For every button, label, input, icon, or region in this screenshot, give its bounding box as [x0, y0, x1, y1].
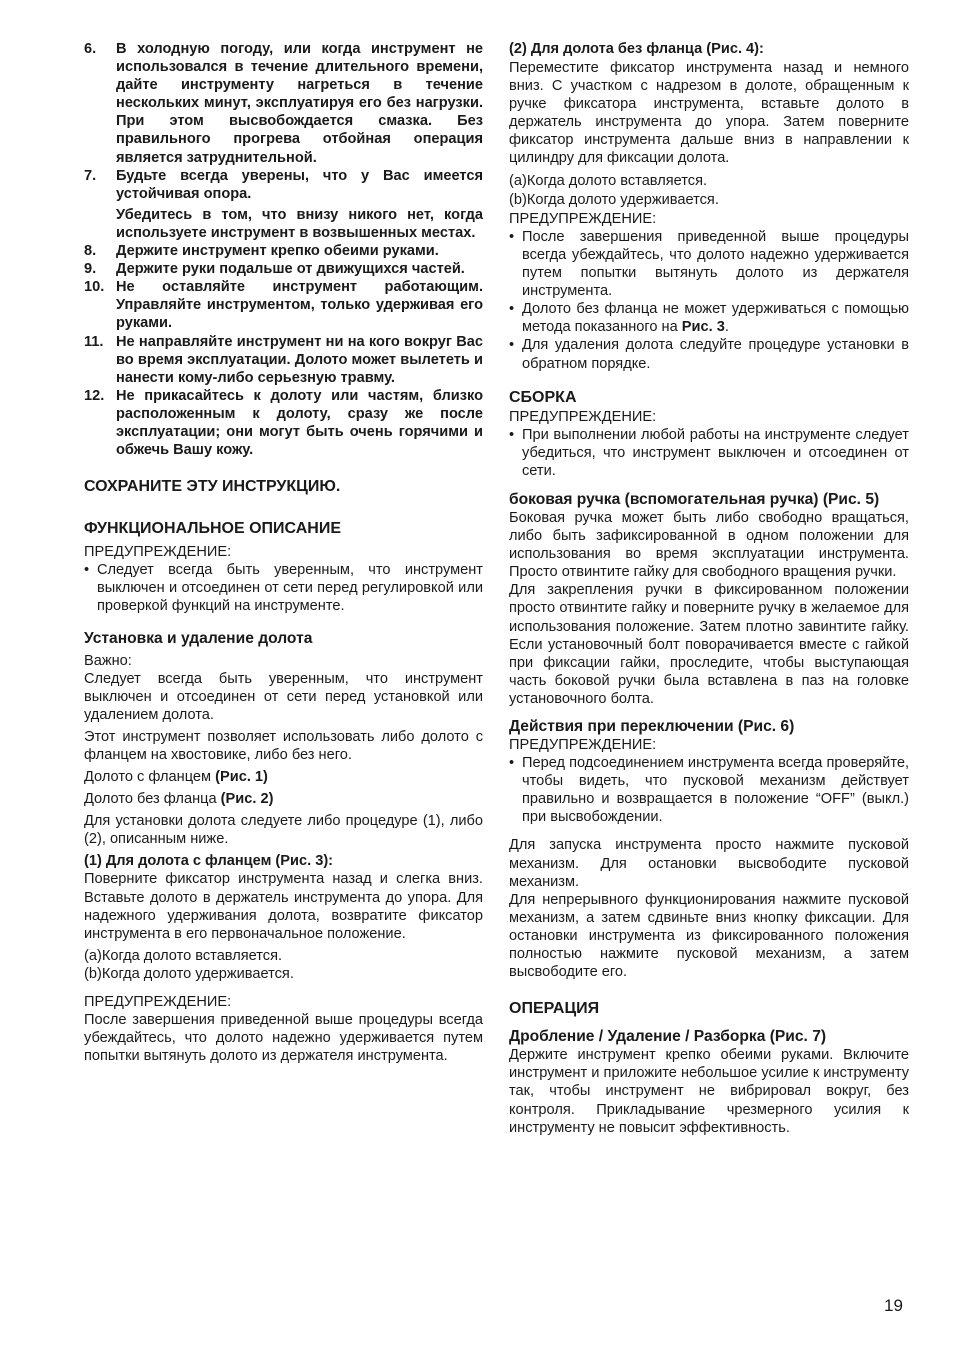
procedure-1-warning-text: После завершения приведенной выше процедуры всегда убеждайтесь, что долото надежно удерживается путем попытки вытянуть долото из держателя инструмента.: [84, 1012, 483, 1065]
bullet-icon: •: [509, 426, 515, 443]
bullet-icon: •: [509, 301, 515, 318]
side-handle-paragraph-1: Боковая ручка может быть либо свободно вращаться, либо быть зафиксированной в одном положении для использования во время эксплуатации инструмента. Просто отвинтите гайку для свободного вращения ручки.: [509, 509, 909, 581]
procedure-1-text: Поверните фиксатор инструмента назад и слегка вниз. Вставьте долото в держатель инструмента до упора. Для надежного удерживания долота, возвратите фиксатор инструмента в его первоначальное положение.: [84, 871, 483, 942]
procedure-1-heading: (1) Для долота с фланцем (Рис. 3):: [84, 853, 334, 870]
switch-action-heading: Действия при переключении (Рис. 6): [509, 718, 795, 735]
switch-paragraph-2: Для непрерывного функционирования нажмите пусковой механизм, а затем сдвиньте вниз кнопку фиксации. Для остановки инструмента из фиксированного положения полностью нажмите пусковой механизм, а затем высвободите его.: [509, 891, 909, 981]
bullet-icon: •: [509, 337, 515, 354]
functional-description-heading: ФУНКЦИОНАЛЬНОЕ ОПИСАНИЕ: [84, 520, 341, 538]
func-warning-bullet: • Следует всегда быть уверенным, что инструмент выключен и отсоединен от сети перед регулировкой или проверкой функций на инструменте.: [84, 562, 483, 615]
bullet-icon: •: [84, 562, 90, 579]
safety-item-7: 7. Будьте всегда уверены, что у Вас имеется устойчивая опора.: [84, 167, 483, 202]
save-instructions-heading: СОХРАНИТЕ ЭТУ ИНСТРУКЦИЮ.: [84, 478, 341, 496]
procedure-2-a: (a)Когда долото вставляется.: [509, 172, 708, 189]
chiseling-heading: Дробление / Удаление / Разборка (Рис. 7): [509, 1028, 827, 1046]
procedure-2-bullet-3: • Для удаления долота следуйте процедуре установки в обратном порядке.: [509, 337, 909, 372]
procedure-2-bullet-2: • Долото без фланца не может удерживаться с помощью метода показанного на Рис. 3.: [509, 301, 909, 336]
bullet-icon: •: [509, 755, 515, 772]
procedure-1-b: (b)Когда долото удерживается.: [84, 965, 294, 982]
chiseling-text: Держите инструмент крепко обеими руками. Включите инструмент и приложите небольшое усилие к инструменту так, чтобы инструмент не вибрировал вокруг, без контроля. Прикладывание чрезмерного усилия к инструменту не повысит эффективность.: [509, 1047, 909, 1136]
procedure-2-text: Переместите фиксатор инструмента назад и немного вниз. С участком с надрезом в долоте, обращенным к ручке фиксатора инструмента, вставьте долото в держатель инструмента до упора. Затем поверните фиксатор инструмента дальше вниз в направлении к цилиндру для фиксации долота.: [509, 60, 909, 167]
left-column: [84, 40, 483, 1065]
important-label: Важно:: [84, 652, 132, 669]
install-heading: Установка и удаление долота: [84, 629, 313, 647]
safety-item-10: 10. Не оставляйте инструмент работающим. Управляйте инструментом, только удерживая его руками.: [84, 279, 483, 332]
procedure-2-bullet-1: • После завершения приведенной выше процедуры всегда убеждайтесь, что долото надежно удерживается путем попытки вытянуть долото из держателя инструмента.: [509, 228, 909, 300]
install-paragraph-3: Для установки долота следуете либо процедуре (1), либо (2), описанным ниже.: [84, 813, 483, 848]
install-paragraph-2: Этот инструмент позволяет использовать либо долото с фланцем на хвостовике, либо без него.: [84, 728, 483, 763]
side-handle-heading: боковая ручка (вспомогательная ручка) (Рис. 5): [509, 490, 880, 508]
switch-warning-bullet: • Перед подсоединением инструмента всегда проверяйте, чтобы видеть, что пусковой механизм действует правильно и возвращается в положение “OFF” (выкл.) при высвобождении.: [509, 755, 910, 826]
switch-paragraph-1: Для запуска инструмента просто нажмите пусковой механизм. Для остановки высвободите пусковой механизм.: [509, 837, 909, 890]
safety-item-8: 8. Держите инструмент крепко обеими руками.: [84, 243, 439, 260]
safety-item-7-extra: Убедитесь в том, что внизу никого нет, когда используете инструмент в возвышенных местах.: [116, 206, 483, 241]
flange-without-line: Долото без фланца (Рис. 2): [84, 791, 274, 808]
procedure-2-b: (b)Когда долото удерживается.: [509, 191, 719, 208]
install-paragraph-1: Следует всегда быть уверенным, что инструмент выключен и отсоединен от сети перед установкой или удалением долота.: [84, 670, 483, 723]
assembly-warning-label: ПРЕДУПРЕЖДЕНИЕ:: [509, 408, 657, 425]
procedure-1-warning-label: ПРЕДУПРЕЖДЕНИЕ:: [84, 994, 232, 1011]
safety-item-9: 9. Держите руки подальше от движущихся частей.: [84, 261, 465, 278]
flange-with-line: Долото с фланцем (Рис. 1): [84, 769, 268, 786]
bullet-icon: •: [509, 228, 515, 245]
assembly-warning-bullet: • При выполнении любой работы на инструменте следует убедиться, что инструмент выключен и отсоединен от сети.: [509, 426, 909, 479]
func-warning-label: ПРЕДУПРЕЖДЕНИЕ:: [84, 544, 232, 561]
page-number: 19: [884, 1296, 903, 1315]
procedure-1-a: (a)Когда долото вставляется.: [84, 947, 283, 964]
safety-item-11: 11. Не направляйте инструмент ни на кого вокруг Вас во время эксплуатации. Долото может вылететь и нанести кому-либо серьезную травму.: [84, 333, 483, 386]
procedure-2-warning-label: ПРЕДУПРЕЖДЕНИЕ:: [509, 210, 657, 227]
operation-heading: ОПЕРАЦИЯ: [509, 1000, 600, 1018]
side-handle-paragraph-2: Для закрепления ручки в фиксированном положении просто отвинтите гайку и поверните ручку в желаемое для использования положение. Затем плотно завинтите гайку. Если установочный болт поворачивается вместе с гайкой при фиксации гайки, проследите, чтобы выступающая часть боковой ручки была вставлена в паз на головке установочного болта.: [509, 582, 909, 707]
procedure-2-heading: (2) Для долота без фланца (Рис. 4):: [509, 41, 764, 57]
safety-item-12: 12. Не прикасайтесь к долоту или частям, близко расположенным к долоту, сразу же после эксплуатации; они могут быть очень горячими и обжечь Вашу кожу.: [84, 387, 483, 459]
safety-item-6: 6. В холодную погоду, или когда инструмент не использовался в течение длительного времени, дайте инструменту нагреться в течение нескольких минут, эксплуатируя его без нагрузки. При этом высвобождается смазка. Без правильного прогрева отбойная операция является затруднительной.: [84, 41, 483, 166]
right-column: [509, 40, 909, 1137]
switch-warning-label: ПРЕДУПРЕЖДЕНИЕ:: [509, 737, 657, 753]
assembly-heading: СБОРКА: [509, 388, 577, 406]
